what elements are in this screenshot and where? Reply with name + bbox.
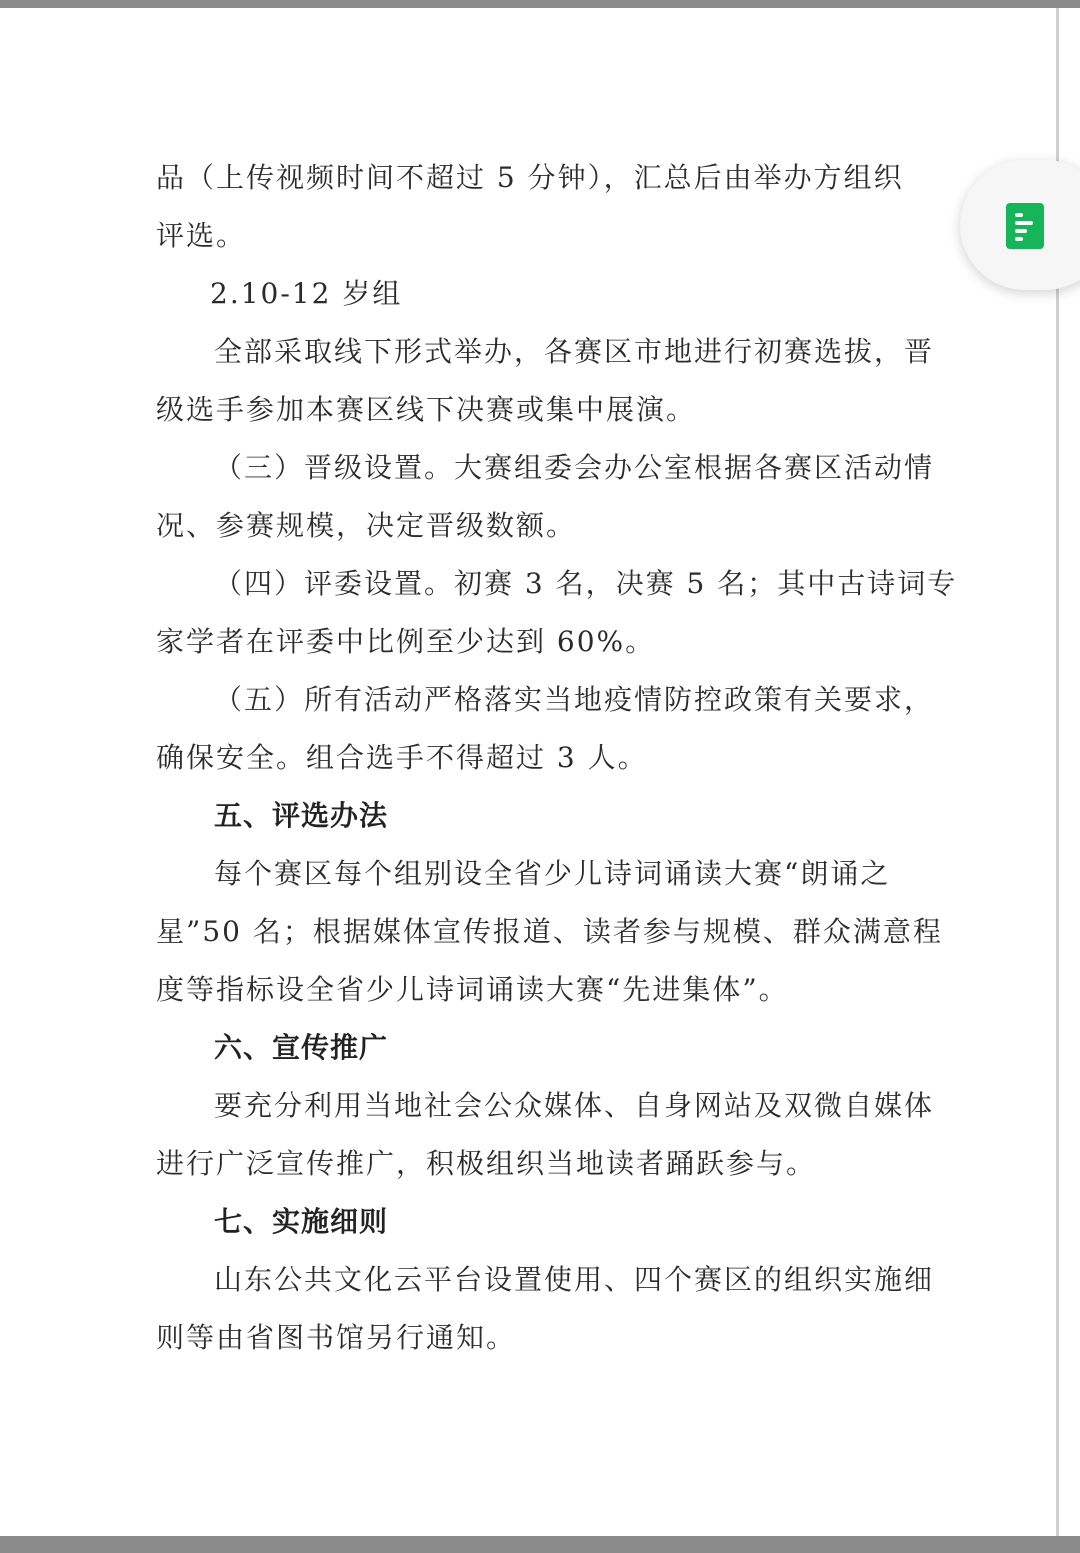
doc-line: 每个赛区每个组别设全省少儿诗词诵读大赛“朗诵之 — [214, 857, 891, 890]
doc-line: 评选。 — [156, 219, 247, 252]
doc-line: （五）所有活动严格落实当地疫情防控政策有关要求， — [214, 683, 935, 716]
doc-line: 则等由省图书馆另行通知。 — [156, 1321, 517, 1354]
doc-line: 确保安全。组合选手不得超过 3 人。 — [156, 741, 648, 774]
section-heading: 七、实施细则 — [214, 1205, 389, 1238]
doc-line: 进行广泛宣传推广，积极组织当地读者踊跃参与。 — [156, 1147, 817, 1180]
doc-line: 家学者在评委中比例至少达到 60%。 — [156, 625, 656, 658]
section-heading: 六、宣传推广 — [214, 1031, 389, 1064]
doc-line: 星”50 名；根据媒体宣传报道、读者参与规模、群众满意程 — [156, 915, 943, 948]
doc-line: （四）评委设置。初赛 3 名，决赛 5 名；其中古诗词专 — [214, 567, 958, 600]
doc-line: 全部采取线下形式举办，各赛区市地进行初赛选拔，晋 — [214, 335, 935, 368]
bottom-bar — [0, 1536, 1080, 1553]
top-bar — [0, 0, 1080, 8]
doc-line: 度等指标设全省少儿诗词诵读大赛“先进集体”。 — [156, 973, 789, 1006]
doc-line: 要充分利用当地社会公众媒体、自身网站及双微自媒体 — [214, 1089, 935, 1122]
doc-line: 品（上传视频时间不超过 5 分钟），汇总后由举办方组织 — [156, 161, 904, 194]
document-icon[interactable] — [1006, 203, 1044, 249]
section-heading: 五、评选办法 — [214, 799, 389, 832]
doc-line: 况、参赛规模，决定晋级数额。 — [156, 509, 577, 542]
doc-line: 山东公共文化云平台设置使用、四个赛区的组织实施细 — [214, 1263, 935, 1296]
doc-line: （三）晋级设置。大赛组委会办公室根据各赛区活动情 — [214, 451, 935, 484]
doc-line: 级选手参加本赛区线下决赛或集中展演。 — [156, 393, 697, 426]
doc-line: 2.10-12 岁组 — [210, 277, 403, 310]
